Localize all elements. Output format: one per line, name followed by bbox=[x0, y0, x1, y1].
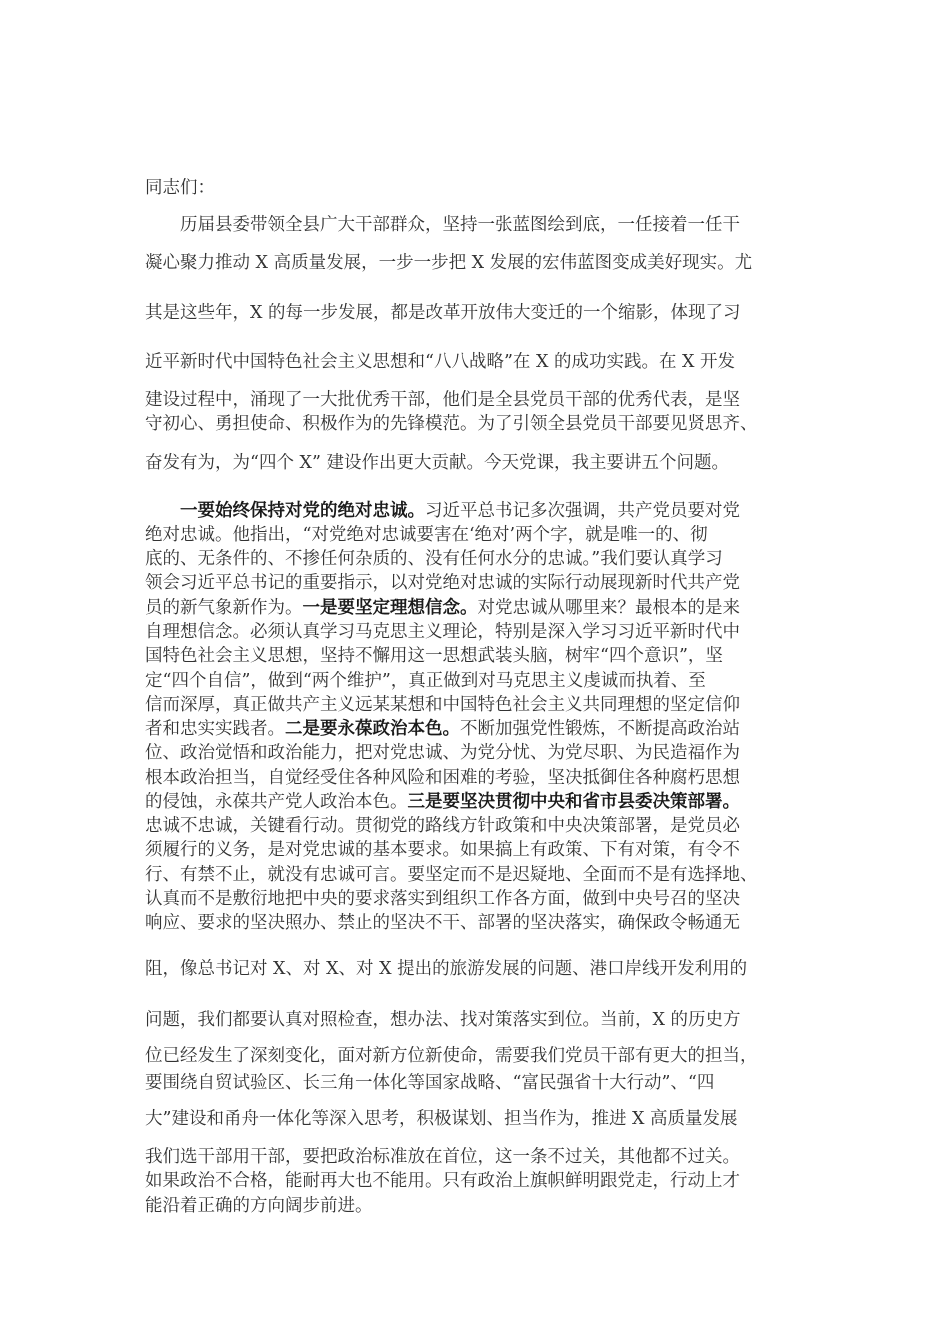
intro-line-2: 凝心聚力推动 X 高质量发展，一步一步把 X 发展的宏伟蓝图变成美好现实。尤 bbox=[145, 253, 753, 273]
section-line-3: 底的、无条件的、不掺任何杂质的、没有任何水分的忠诚。”我们要认真学习 bbox=[145, 549, 723, 569]
section-text: 员的新气象新作为。 bbox=[145, 598, 303, 618]
section-line-22: 要围绕自贸试验区、长三角一体化等国家战略、“富民强省十大行动”、“四 bbox=[145, 1073, 715, 1093]
section-line-8: 定“四个自信”，做到“两个维护”，真正做到对马克思主义虔诚而执着、至 bbox=[145, 671, 706, 691]
section-line-10 bbox=[145, 717, 825, 741]
section-text: 不断加强党性锻炼，不断提高政治站 bbox=[460, 719, 740, 739]
section-line-16: 行、有禁不止，就没有忠诚可言。要坚定而不是迟疑地、全面而不是有选择地、 bbox=[145, 865, 758, 885]
intro-line-3: 其是这些年，X 的每一步发展，都是改革开放伟大变迁的一个缩影，体现了习 bbox=[145, 303, 741, 323]
section-line-6: 自理想信念。必须认真学习马克思主义理论，特别是深入学习习近平新时代中 bbox=[145, 622, 740, 642]
salutation: 同志们： bbox=[145, 178, 215, 198]
section-line-20: 问题，我们都要认真对照检查，想办法、找对策落实到位。当前，X 的历史方 bbox=[145, 1010, 741, 1030]
section-text: 的侵蚀，永葆共产党人政治本色。 bbox=[145, 792, 408, 812]
section-line-1 bbox=[145, 499, 825, 523]
section-line-17: 认真而不是敷衍地把中央的要求落实到组织工作各方面，做到中央号召的坚决 bbox=[145, 889, 740, 909]
section-line-7: 国特色社会主义思想，坚持不懈用这一思想武装头脑，树牢“四个意识”，坚 bbox=[145, 646, 723, 666]
section-text: 者和忠实实践者。 bbox=[145, 719, 285, 739]
intro-line-7: 奋发有为，为“四个 X” 建设作出更大贡献。今天党课，我主要讲五个问题。 bbox=[145, 453, 729, 473]
intro-line-4: 近平新时代中国特色社会主义思想和“八八战略”在 X 的成功实践。在 X 开发 bbox=[145, 352, 736, 372]
section-line-23: 大”建设和甬舟一体化等深入思考，积极谋划、担当作为，推进 X 高质量发展 bbox=[145, 1109, 738, 1129]
section-line-13 bbox=[145, 790, 825, 814]
section-heading: 一要始终保持对党的绝对忠诚。 bbox=[180, 501, 425, 521]
subheading-1: 一是要坚定理想信念。 bbox=[302, 598, 478, 618]
section-line-15: 须履行的义务，是对党忠诚的基本要求。如果搞上有政策、下有对策，有令不 bbox=[145, 840, 740, 860]
section-line-18: 响应、要求的坚决照办、禁止的坚决不干、部署的坚决落实，确保政令畅通无 bbox=[145, 913, 740, 933]
section-line-4: 领会习近平总书记的重要指示，以对党绝对忠诚的实际行动展现新时代共产党 bbox=[145, 573, 740, 593]
section-line-14: 忠诚不忠诚，关键看行动。贯彻党的路线方针政策和中央决策部署，是党员必 bbox=[145, 816, 740, 836]
section-line-11: 位、政治觉悟和政治能力，把对党忠诚、为党分忧、为党尽职、为民造福作为 bbox=[145, 743, 740, 763]
section-line-25: 如果政治不合格，能耐再大也不能用。只有政治上旗帜鲜明跟党走，行动上才 bbox=[145, 1171, 740, 1191]
intro-line-1 bbox=[145, 213, 825, 237]
section-text: 对党忠诚从哪里来？最根本的是来 bbox=[477, 598, 740, 618]
section-text: 习近平总书记多次强调，共产党员要对党 bbox=[425, 501, 740, 521]
section-line-21: 位已经发生了深刻变化，面对新方位新使命，需要我们党员干部有更大的担当， bbox=[145, 1046, 758, 1066]
intro-line-5: 建设过程中，涌现了一大批优秀干部，他们是全县党员干部的优秀代表，是坚 bbox=[145, 390, 740, 410]
subheading-3: 三是要坚决贯彻中央和省市县委决策部署。 bbox=[407, 792, 740, 812]
subheading-2: 二是要永葆政治本色。 bbox=[285, 719, 460, 739]
section-line-26: 能沿着正确的方向阔步前进。 bbox=[145, 1196, 373, 1216]
section-line-5 bbox=[145, 596, 825, 620]
section-line-12: 根本政治担当，自觉经受住各种风险和困难的考验，坚决抵御住各种腐朽思想 bbox=[145, 768, 740, 788]
section-line-2: 绝对忠诚。他指出，“对党绝对忠诚要害在‘绝对’两个字，就是唯一的、彻 bbox=[145, 525, 708, 545]
intro-text: 历届县委带领全县广大干部群众，坚持一张蓝图绘到底，一任接着一任干 bbox=[180, 215, 740, 235]
section-line-9: 信而深厚，真正做共产主义远某某想和中国特色社会主义共同理想的坚定信仰 bbox=[145, 695, 740, 715]
intro-line-6: 守初心、勇担使命、积极作为的先锋模范。为了引领全县党员干部要见贤思齐、 bbox=[145, 414, 758, 434]
section-line-19: 阻，像总书记对 X、对 X、对 X 提出的旅游发展的问题、港口岸线开发利用的 bbox=[145, 959, 748, 979]
section-line-24: 我们选干部用干部，要把政治标准放在首位，这一条不过关，其他都不过关。 bbox=[145, 1147, 740, 1167]
